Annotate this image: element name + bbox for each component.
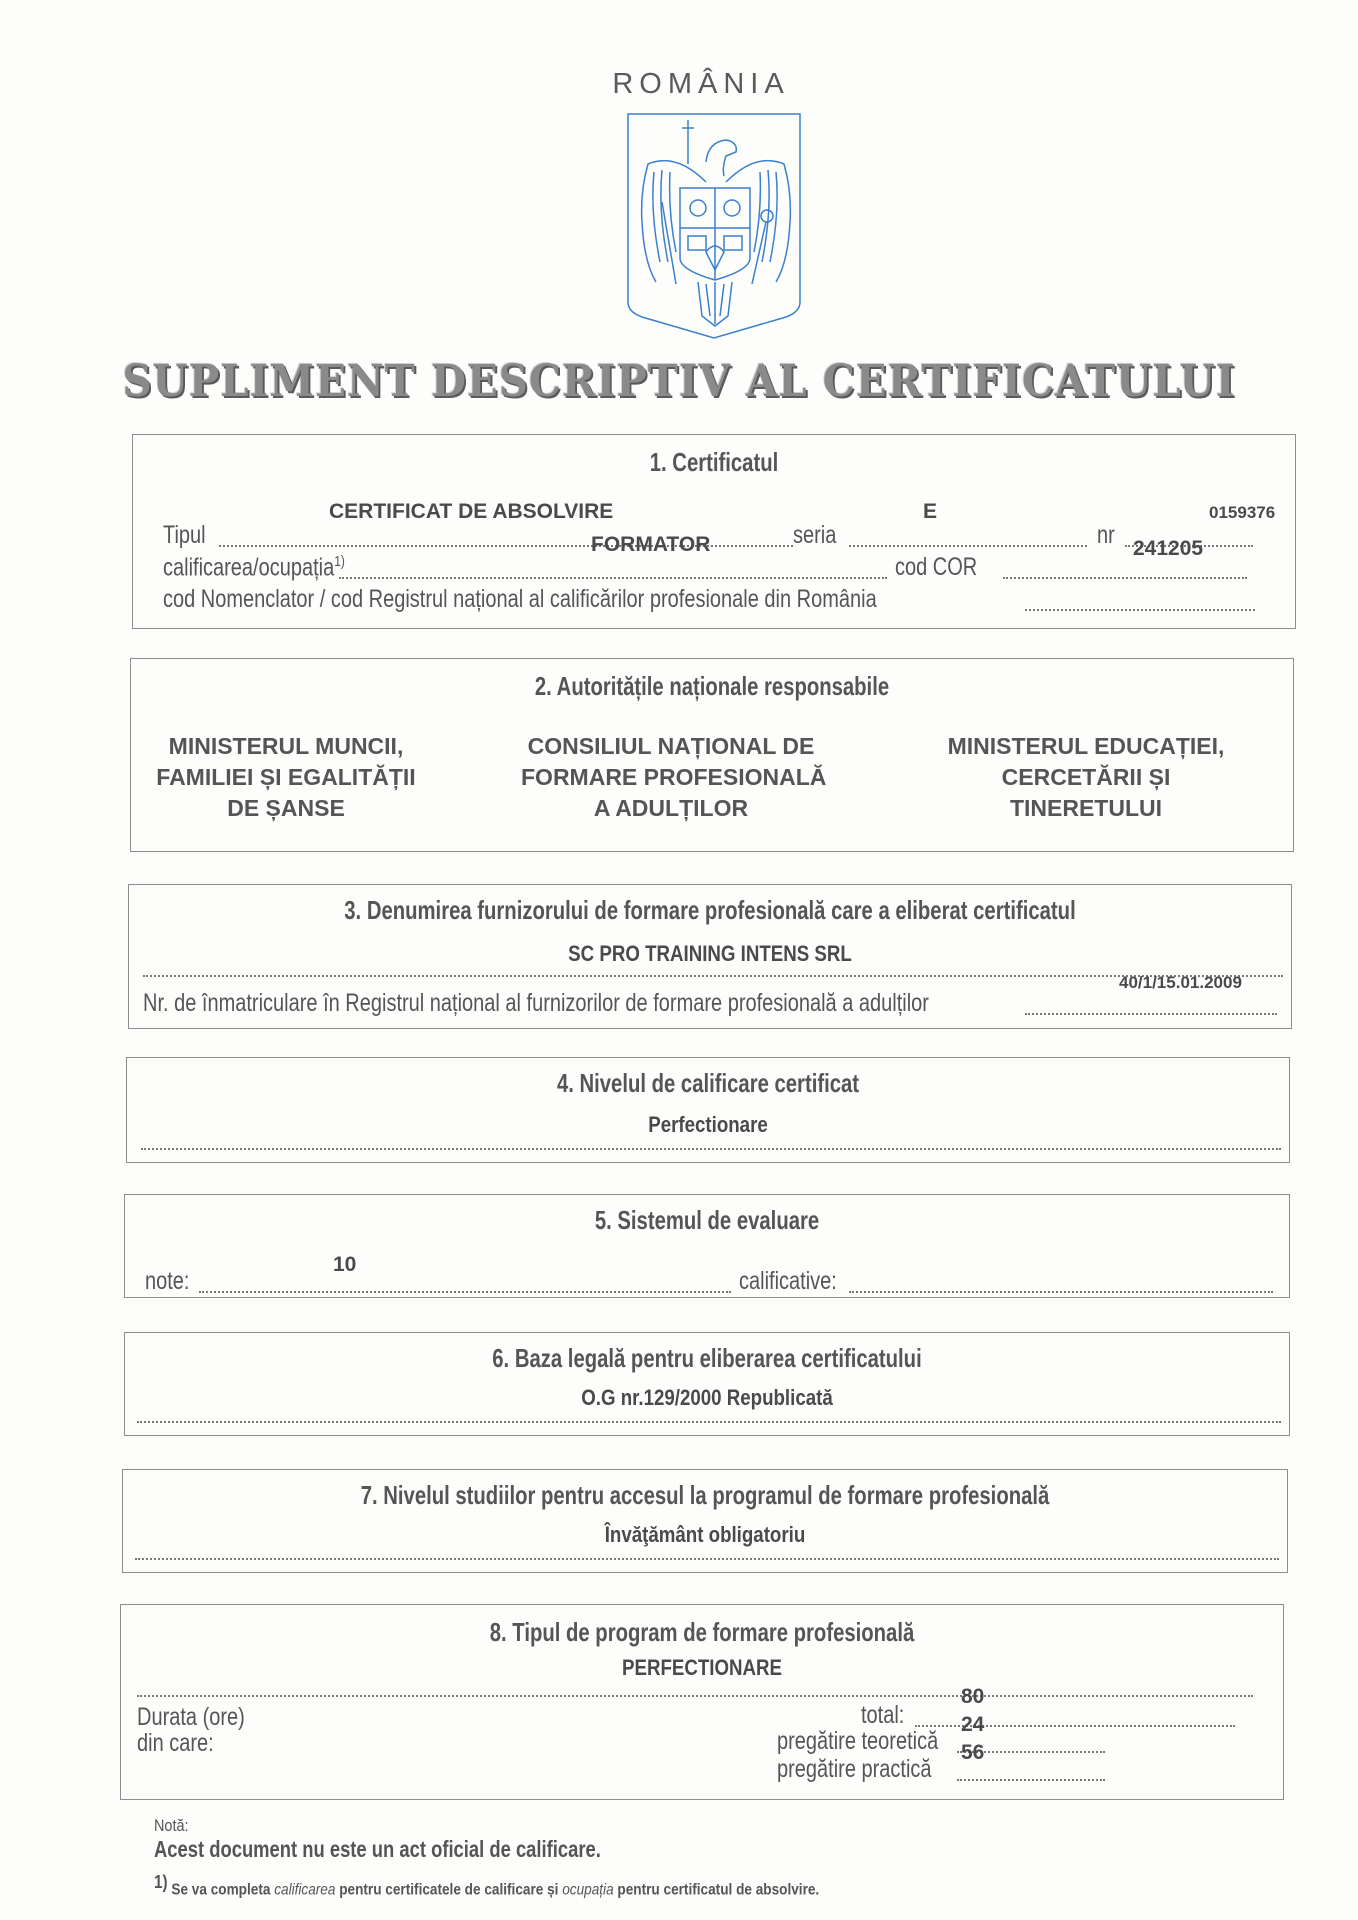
note-field-dots [199, 1291, 731, 1293]
cod-cor-label: cod COR [895, 553, 978, 581]
tipul-label: Tipul [163, 521, 206, 549]
note-value: 10 [333, 1253, 357, 1276]
section-certificat [132, 434, 1296, 629]
durata-label: Durata (ore) [137, 1703, 245, 1731]
teoretica-value: 24 [961, 1713, 985, 1736]
nota-text: Acest document nu este un act oficial de calificare. [154, 1836, 601, 1862]
nivel-value: Perfectionare [648, 1112, 768, 1137]
provider-field-dots [143, 975, 1283, 977]
provider-name: SC PRO TRAINING INTENS SRL [568, 941, 852, 966]
calificarea-label: calificarea/ocupația$^{1)}$ [163, 553, 345, 582]
total-value: 80 [961, 1685, 985, 1708]
practica-label: pregătire practică [777, 1755, 932, 1783]
seria-value: E [923, 500, 938, 523]
section-autoritati [130, 658, 1294, 852]
nr-label: nr [1097, 521, 1115, 549]
section-baza-legala [124, 1332, 1290, 1436]
din-care-label: din care: [137, 1729, 214, 1757]
section-title: 1. Certificatul [649, 447, 779, 477]
section-nivel-studii [122, 1469, 1288, 1573]
note-label: note: [145, 1267, 190, 1295]
section-tip-program [120, 1604, 1284, 1800]
nomenclator-label: cod Nomenclator / cod Registrul național al calificărilor profesionale din România [163, 585, 877, 613]
authority-consiliul-national: CONSILIUL NAȚIONAL DE FORMARE PROFESIONALĂ A ADULȚILOR [521, 733, 827, 821]
document-title: SUPLIMENT DESCRIPTIV AL CERTIFICATULUI [122, 356, 1236, 407]
section-title: 3. Denumirea furnizorului de formare profesională care a eliberat certificatul [344, 895, 1076, 925]
registration-label: Nr. de înmatriculare în Registrul național al furnizorilor de formare profesională a adulților [143, 989, 929, 1017]
section-title: 6. Baza legală pentru eliberarea certificatului [492, 1343, 922, 1373]
section-title: 4. Nivelul de calificare certificat [556, 1068, 860, 1098]
section-title: 8. Tipul de program de formare profesională [489, 1617, 915, 1647]
calificarea-field-dots [339, 577, 887, 579]
teoretica-label: pregătire teoretică [777, 1727, 939, 1755]
cod-cor-field-dots [1003, 577, 1247, 579]
practica-field-dots [957, 1779, 1105, 1781]
seria-field-dots [849, 545, 1087, 547]
country-name: ROMÂNIA [612, 68, 790, 100]
nivel-studii-field-dots [135, 1558, 1279, 1560]
authority-ministerul-muncii: MINISTERUL MUNCII, FAMILIEI ȘI EGALITĂȚII DE ȘANSE [156, 733, 416, 821]
nr-value: 0159376 [1209, 503, 1276, 522]
authority-ministerul-educatiei: MINISTERUL EDUCAȚIEI, CERCETĂRII ȘI TINERETULUI [947, 733, 1225, 821]
section-evaluare [124, 1194, 1290, 1298]
coat-of-arms-icon [626, 112, 802, 340]
footnote: $^{1)}$ Se va completa calificarea pentru certificatele de calificare și ocupația pentru certificatul de absolvire. [154, 1872, 820, 1899]
nivel-studii-value: Învăţământ obligatoriu [604, 1522, 806, 1547]
tip-program-value: PERFECTIONARE [621, 1655, 783, 1680]
calificative-label: calificative: [739, 1267, 837, 1295]
calificarea-value: FORMATOR [591, 533, 711, 556]
section-furnizor [128, 884, 1292, 1029]
nota-label: Notă: [154, 1816, 189, 1835]
tip-program-field-dots [137, 1695, 1253, 1697]
seria-label: seria [793, 521, 837, 549]
tipul-value: CERTIFICAT DE ABSOLVIRE [329, 500, 614, 523]
calificative-field-dots [849, 1291, 1273, 1293]
nomenclator-field-dots [1025, 609, 1255, 611]
nivel-field-dots [141, 1148, 1281, 1150]
practica-value: 56 [961, 1741, 985, 1764]
section-nivel-calificare [126, 1057, 1290, 1163]
cod-cor-value: 241205 [1133, 537, 1204, 560]
registration-number: 40/1/15.01.2009 [1119, 973, 1242, 992]
section-title: 5. Sistemul de evaluare [594, 1205, 820, 1235]
total-label: total: [861, 1701, 905, 1729]
section-title: 7. Nivelul studiilor pentru accesul la programul de formare profesională [360, 1480, 1050, 1510]
registration-field-dots [1025, 1013, 1277, 1015]
baza-legala-value: O.G nr.129/2000 Republicată [581, 1385, 833, 1410]
section-title: 2. Autoritățile naționale responsabile [534, 671, 890, 701]
baza-legala-field-dots [137, 1421, 1281, 1423]
